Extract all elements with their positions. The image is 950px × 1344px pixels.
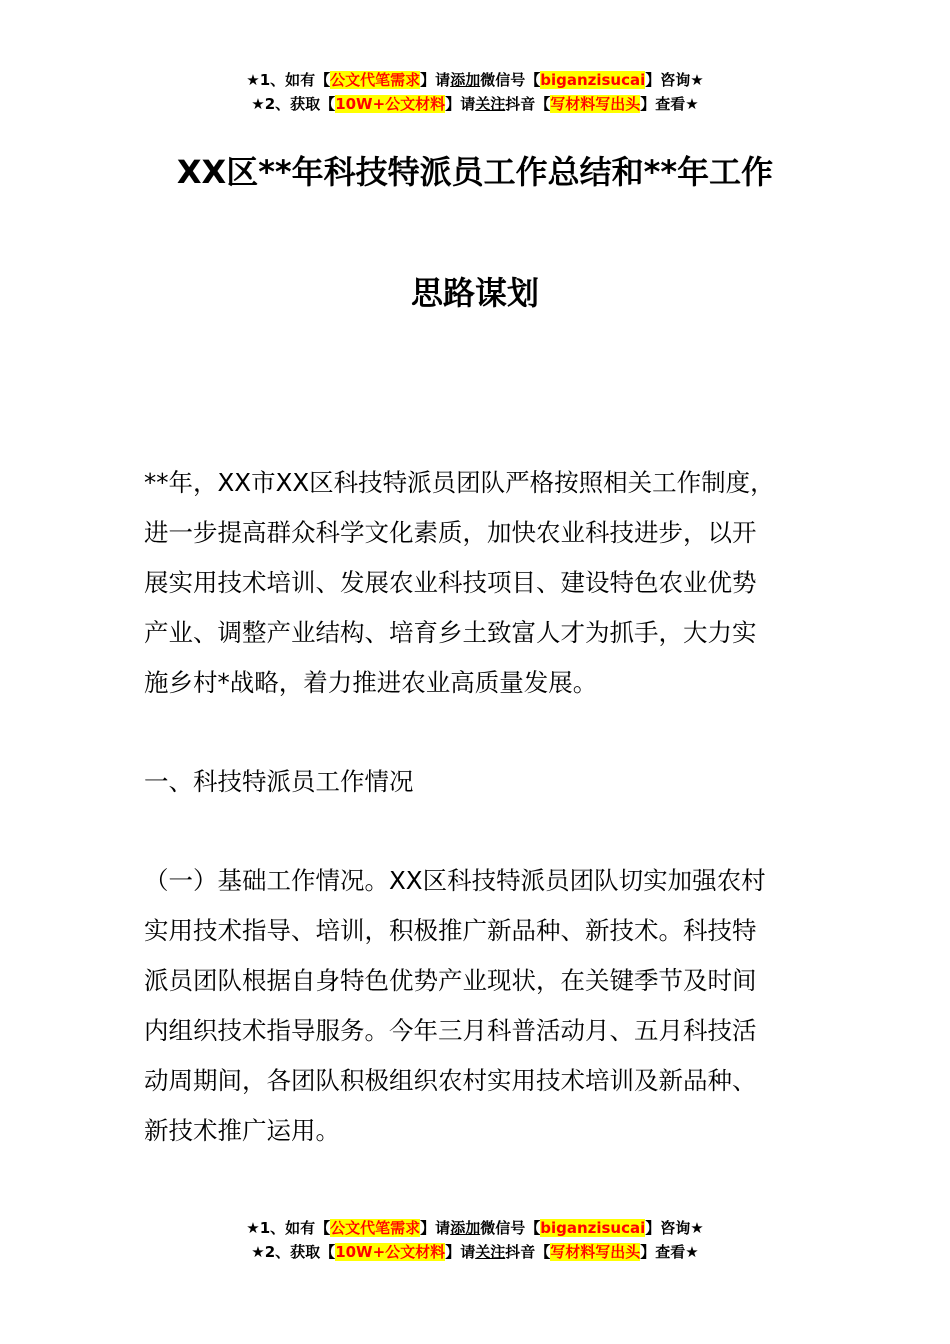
- banner-underlined: 添加: [450, 1219, 481, 1237]
- banner-text: 微信号【: [480, 71, 541, 89]
- banner-text: 】请: [420, 71, 451, 89]
- banner-line-1: [0, 1216, 950, 1240]
- banner-text: 】咨询★: [645, 71, 704, 89]
- banner-highlight: 写材料写出头: [550, 1243, 641, 1261]
- banner-text: ★2、获取【: [251, 95, 336, 113]
- paragraph-line: **年，XX市XX区科技特派员团队严格按照相关工作制度，: [144, 468, 775, 497]
- intro-paragraph: [144, 458, 808, 708]
- paragraph-line: 进一步提高群众科学文化素质，加快农业科技进步，以开: [144, 518, 757, 547]
- banner-underlined: 关注: [475, 1243, 506, 1261]
- document-title-line-2: 思路谋划: [410, 274, 539, 312]
- banner-text: 】咨询★: [645, 1219, 704, 1237]
- banner-highlight: 写材料写出头: [550, 95, 641, 113]
- banner-text: 】请: [445, 95, 476, 113]
- banner-highlight: biganzisucai: [540, 1219, 646, 1237]
- banner-text: ★2、获取【: [251, 1243, 336, 1261]
- banner-text: 】查看★: [640, 1243, 699, 1261]
- banner-text: 抖音【: [505, 95, 551, 113]
- paragraph-line: 实用技术指导、培训，积极推广新品种、新技术。科技特: [144, 916, 757, 945]
- section-paragraph: [144, 856, 808, 1156]
- banner-text: 】请: [445, 1243, 476, 1261]
- paragraph-line: 派员团队根据自身特色优势产业现状，在关键季节及时间: [144, 966, 757, 995]
- paragraph-line: 施乡村*战略，着力推进农业高质量发展。: [144, 668, 598, 697]
- banner-line-1: [0, 68, 950, 92]
- banner-text: 】请: [420, 1219, 451, 1237]
- document-title-line-1: XX区**年科技特派员工作总结和**年工作: [176, 153, 774, 191]
- banner-text: ★1、如有【: [246, 1219, 331, 1237]
- banner-text: 抖音【: [505, 1243, 551, 1261]
- banner-highlight: 10W+公文材料: [335, 1243, 446, 1261]
- banner-text: 】查看★: [640, 95, 699, 113]
- section-heading-text: 一、科技特派员工作情况: [144, 767, 414, 796]
- paragraph-line: 展实用技术培训、发展农业科技项目、建设特色农业优势: [144, 568, 757, 597]
- banner-underlined: 添加: [450, 71, 481, 89]
- paragraph-line: 新技术推广运用。: [144, 1116, 340, 1145]
- paragraph-line: 动周期间，各团队积极组织农村实用技术培训及新品种、: [144, 1066, 757, 1095]
- top-promo-banner: [0, 68, 950, 116]
- banner-text: ★1、如有【: [246, 71, 331, 89]
- section-heading: [144, 757, 808, 807]
- paragraph-line: （一）基础工作情况。XX区科技特派员团队切实加强农村: [144, 866, 766, 895]
- banner-highlight: 10W+公文材料: [335, 95, 446, 113]
- paragraph-line: 内组织技术指导服务。今年三月科普活动月、五月科技活: [144, 1016, 757, 1045]
- banner-highlight: 公文代笔需求: [330, 71, 421, 89]
- bottom-promo-banner: [0, 1216, 950, 1264]
- banner-highlight: 公文代笔需求: [330, 1219, 421, 1237]
- banner-text: 微信号【: [480, 1219, 541, 1237]
- banner-highlight: biganzisucai: [540, 71, 646, 89]
- banner-line-2: [0, 92, 950, 116]
- banner-underlined: 关注: [475, 95, 506, 113]
- banner-line-2: [0, 1240, 950, 1264]
- paragraph-line: 产业、调整产业结构、培育乡土致富人才为抓手，大力实: [144, 618, 757, 647]
